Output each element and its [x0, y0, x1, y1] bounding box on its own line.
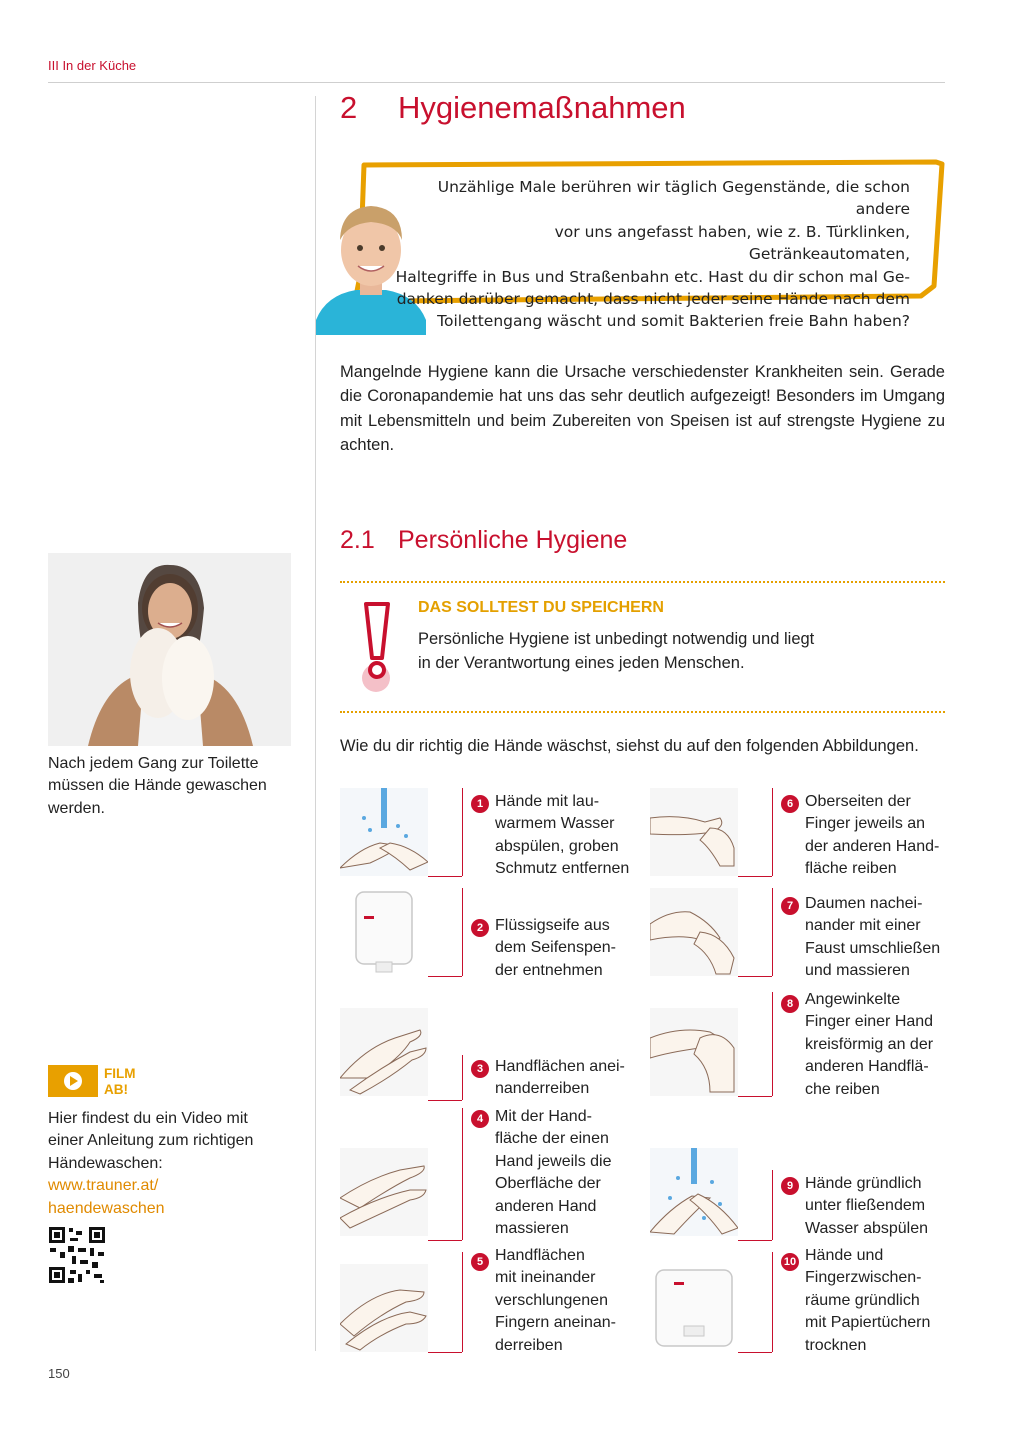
step-6-text — [805, 791, 955, 881]
step-1-image — [340, 788, 428, 876]
bracket-line — [772, 992, 773, 1096]
step-8-text — [805, 989, 955, 1101]
chapter-title: Hygienemaßnahmen — [398, 90, 686, 125]
bracket-line — [462, 888, 463, 976]
step-line: der entnehmen — [495, 961, 603, 979]
speech-line: vor uns angefasst haben, wie z. B. Türklinken, Getränkeautomaten, — [554, 222, 910, 264]
remember-box-text — [418, 627, 858, 675]
handwashing-photo — [48, 553, 291, 746]
film-label-line: FILM — [104, 1066, 136, 1081]
step-line: mit ineinander — [495, 1269, 596, 1287]
film-text-line: einer Anleitung zum richtigen — [48, 1132, 254, 1150]
step-5-image — [340, 1264, 428, 1352]
step-line: Daumen nachei- — [805, 895, 923, 912]
bracket-line — [738, 1240, 772, 1241]
chapter-heading — [340, 90, 686, 126]
qr-code[interactable] — [48, 1226, 106, 1284]
step-line: abspülen, groben — [495, 837, 619, 855]
film-label — [104, 1066, 136, 1098]
intro-paragraph: Mangelnde Hygiene kann die Ursache verschiedenster Krankheiten sein. Gerade die Coronapandemie hat uns das sehr deutlich aufgezeigt! Besonders im Umgang mit Lebensmitteln und beim Zubereiten von Speisen ist auf strengste Hygiene zu achten. — [340, 363, 945, 455]
step-line: derreiben — [495, 1336, 563, 1354]
step-line: Oberseiten der — [805, 793, 911, 810]
bracket-line — [462, 1108, 463, 1240]
caption-line: müssen die Hände gewaschen — [48, 777, 267, 795]
step-line: anderen Handflä- — [805, 1058, 929, 1076]
play-icon — [48, 1065, 98, 1097]
bracket-line — [772, 1252, 773, 1352]
step-line: Hände gründlich — [805, 1175, 922, 1192]
bracket-line — [428, 1240, 462, 1241]
step-line: Handflächen anei- — [495, 1058, 625, 1075]
remember-line: Persönliche Hygiene ist unbedingt notwendig und liegt — [418, 630, 815, 648]
step-8-image — [650, 1008, 738, 1096]
step-line: che reiben — [805, 1080, 880, 1098]
step-6-image — [650, 788, 738, 876]
step-line: fläche der einen — [495, 1130, 609, 1148]
step-number: 7 — [781, 897, 799, 915]
step-line: anderen Hand — [495, 1197, 597, 1215]
running-head: III In der Küche — [48, 58, 137, 73]
step-line: Oberfläche der — [495, 1175, 601, 1193]
bracket-line — [428, 1100, 462, 1101]
step-line: und massieren — [805, 962, 910, 980]
step-3-text — [495, 1056, 645, 1101]
bracket-line — [428, 876, 462, 877]
step-line: dem Seifenspen- — [495, 939, 616, 957]
film-text — [48, 1108, 298, 1220]
step-line: Finger einer Hand — [805, 1013, 934, 1031]
chapter-number: 2 — [340, 90, 358, 125]
header-divider — [48, 82, 945, 83]
bracket-line — [772, 1170, 773, 1240]
step-line: Mit der Hand- — [495, 1108, 592, 1125]
step-line: Schmutz entfernen — [495, 860, 630, 878]
step-line: warmem Wasser — [495, 815, 615, 833]
bracket-line — [462, 788, 463, 876]
exclamation-icon — [352, 600, 402, 692]
step-line: Hand jeweils die — [495, 1152, 612, 1170]
step-line: der anderen Hand- — [805, 837, 940, 855]
film-link-line[interactable]: haendewaschen — [48, 1199, 165, 1217]
step-line: Faust umschließen — [805, 939, 941, 957]
section-title: Persönliche Hygiene — [398, 526, 628, 554]
film-link-line[interactable]: www.trauner.at/ — [48, 1177, 159, 1195]
step-line: massieren — [495, 1220, 569, 1238]
step-line: Fingerzwischen- — [805, 1269, 922, 1287]
step-2-text — [495, 915, 645, 982]
step-line: Hände mit lau- — [495, 793, 600, 810]
section-number: 2.1 — [340, 526, 375, 554]
step-line: Wasser abspülen — [805, 1219, 929, 1237]
step-number: 4 — [471, 1110, 489, 1128]
speech-bubble-text — [395, 176, 910, 333]
step-10-image — [650, 1264, 738, 1352]
step-line: räume gründlich — [805, 1291, 920, 1309]
film-badge[interactable] — [48, 1065, 98, 1097]
step-line: Hände und — [805, 1247, 884, 1264]
speech-line: Unzählige Male berühren wir täglich Gegenstände, die schon andere — [437, 178, 910, 219]
bracket-line — [738, 876, 772, 877]
step-number: 3 — [471, 1060, 489, 1078]
step-7-image — [650, 888, 738, 976]
step-7-text — [805, 893, 955, 983]
step-line: Flüssigseife aus — [495, 917, 610, 934]
dotted-divider-top — [340, 581, 945, 583]
speech-line: Haltegriffe in Bus und Straßenbahn etc. Hast du dir schon mal Ge- — [395, 267, 910, 286]
film-label-line: AB! — [104, 1082, 128, 1097]
bracket-line — [772, 888, 773, 976]
section-heading — [340, 526, 627, 555]
step-line: unter fließendem — [805, 1197, 926, 1215]
step-number: 1 — [471, 795, 489, 813]
step-line: Angewinkelte — [805, 991, 901, 1008]
steps-intro: Wie du dir richtig die Hände wäschst, siehst du auf den folgenden Abbildungen. — [340, 737, 919, 755]
remember-line: in der Verantwortung eines jeden Menschen. — [418, 654, 745, 672]
step-2-image — [340, 888, 428, 976]
step-4-image — [340, 1148, 428, 1236]
photo-caption — [48, 753, 293, 820]
bracket-line — [772, 788, 773, 876]
step-line: kreisförmig an der — [805, 1035, 934, 1053]
bracket-line — [462, 1055, 463, 1100]
bracket-line — [738, 976, 772, 977]
speech-line: danken darüber gemacht, dass nicht jeder seine Hände nach dem — [396, 290, 910, 309]
step-9-text — [805, 1173, 955, 1240]
step-number: 8 — [781, 995, 799, 1013]
step-9-image — [650, 1148, 738, 1236]
film-text-line: Hier findest du ein Video mit — [48, 1110, 248, 1127]
step-line: nander mit einer — [805, 917, 921, 935]
step-line: Finger jeweils an — [805, 815, 926, 833]
step-number: 9 — [781, 1177, 799, 1195]
step-number: 6 — [781, 795, 799, 813]
step-1-text — [495, 791, 645, 881]
step-number: 2 — [471, 919, 489, 937]
step-line: nanderreiben — [495, 1080, 590, 1098]
film-text-line: Händewaschen: — [48, 1154, 163, 1172]
bracket-line — [738, 1352, 772, 1353]
bracket-line — [428, 976, 462, 977]
step-line: Fingern aneinan- — [495, 1314, 616, 1332]
dotted-divider-bottom — [340, 711, 945, 713]
step-number: 10 — [781, 1253, 799, 1271]
step-line: trocknen — [805, 1336, 867, 1354]
step-line: fläche reiben — [805, 860, 897, 878]
step-line: Handflächen — [495, 1247, 585, 1264]
step-number: 5 — [471, 1253, 489, 1271]
speech-line: Toilettengang wäscht und somit Bakterien freie Bahn haben? — [437, 312, 910, 331]
remember-box-title: DAS SOLLTEST DU SPEICHERN — [418, 599, 664, 616]
bracket-line — [738, 1096, 772, 1097]
bracket-line — [428, 1352, 462, 1353]
step-4-text — [495, 1106, 645, 1240]
step-3-image — [340, 1008, 428, 1096]
step-5-text — [495, 1245, 645, 1357]
step-line: mit Papiertüchern — [805, 1314, 931, 1332]
caption-line: Nach jedem Gang zur Toilette — [48, 755, 259, 772]
step-line: verschlungenen — [495, 1291, 608, 1309]
page-number: 150 — [48, 1366, 70, 1381]
step-10-text — [805, 1245, 955, 1357]
caption-line: werden. — [48, 799, 105, 817]
bracket-line — [462, 1252, 463, 1352]
